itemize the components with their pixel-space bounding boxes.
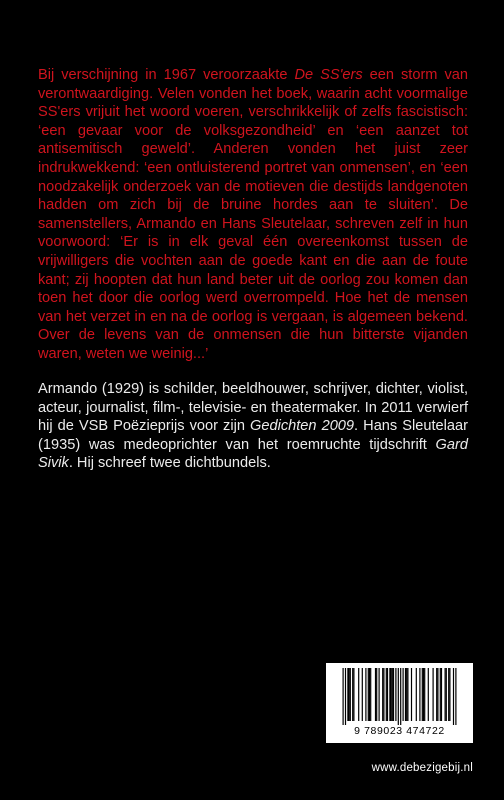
barcode-bar [349,668,350,721]
barcode-bar [368,668,369,721]
barcode-bar [405,668,406,721]
barcode-bar [393,668,394,721]
barcode-bar [376,668,377,721]
barcode-bar [422,668,423,721]
barcode-bar [379,668,380,721]
bio-part-3: . Hij schreef twee dichtbundels. [68,455,271,472]
barcode-bar [347,668,348,721]
barcode-bar [411,668,412,721]
barcode-bar [406,668,407,721]
barcode-bar [383,668,384,721]
barcode-bar [440,668,441,721]
barcode-bar [428,668,429,721]
barcode-bar [446,668,447,721]
blurb-text [38,66,468,364]
barcode-bar [395,668,396,721]
barcode-bar [455,668,456,725]
barcode-bar [403,668,404,721]
barcode-bar [391,668,392,721]
barcode-bar [416,668,417,721]
barcode-bar [365,668,366,721]
barcode-bar [436,668,437,721]
barcode-bar [362,668,363,721]
barcode-bar [369,668,370,721]
barcode-bar [358,668,359,721]
barcode-bar [453,668,454,725]
barcode-bar [407,668,408,721]
barcode [326,663,473,743]
barcode-bar [423,668,424,721]
blurb-part-2: een storm van verontwaardiging. Velen vonden het boek, waarin acht voormalige SS'ers vrijuit het woord voeren, verschrikkelijk of zelfs fascistisch: ‘een gevaar voor de volksgezondheid’ en ‘een aanzet tot antisemitisch geweld’. Anderen vonden het juist zeer indrukwekkend: ‘een ontluisterend portret van onmensen’, en ‘een noodzakelijk onderzoek van de motieven die destijds landgenoten hadden om zich bij de bruine hordes aan te sluiten’. De samenstellers, Armando en Hans Sleutelaar, schreven zelf in hun voorwoord: ‘Er is in elk geval één overeenkomst tussen de vrijwilligers die vochten aan de goede kant en die aan de foute kant; zij hoopten dat hun land beter uit de oorlog zou komen dan toen het door die oorlog werd overrompeld. Hoe het de mensen van het verzet in en na de oorlog is vergaan, is algemeen bekend. Over de levens van de onmensen die hun bitterste vijanden waren, weten we weinig...’ [38,67,468,362]
barcode-bar [386,668,387,721]
blurb-paragraph [38,66,468,364]
barcode-bar [382,668,383,721]
barcode-bar [437,668,438,721]
barcode-bar [387,668,388,721]
bio-paragraph [38,380,468,473]
barcode-bar [424,668,425,721]
barcode-number: 9 789023 474722 [354,725,445,737]
barcode-bars [333,668,466,725]
barcode-bar [370,668,371,721]
barcode-bar [375,668,376,721]
barcode-bar [433,668,434,721]
barcode-bar [389,668,390,721]
barcode-bar [352,668,353,721]
barcode-bar [448,668,449,721]
barcode-bar [419,668,420,721]
barcode-bar [441,668,442,721]
barcode-bar [353,668,354,721]
bio-part-2: . Hans Sleutelaar (1935) was medeoprichter van het roemruchte tijdschrift [38,418,468,453]
barcode-bar [345,668,346,725]
barcode-bar [350,668,351,721]
barcode-bar [445,668,446,721]
barcode-bar [392,668,393,721]
publisher-website: www.debezigebij.nl [371,762,473,774]
barcode-bar [449,668,450,721]
bio-title-gard-sivik: Gard Sivik [38,436,468,472]
bio-title-gedichten: Gedichten 2009 [250,418,355,435]
author-bio [38,380,468,473]
blurb-book-title: De SS'ers [294,67,363,83]
barcode-bar [400,668,401,725]
bio-part-1: Armando (1929) is schilder, beeldhouwer, schrijver, dichter, violist, acteur, journalist, film-, televisie- en theatermaker. In 2011 verwierf hij de VSB Poëzieprijs voor zijn [38,381,468,435]
blurb-part-1: Bij verschijning in 1967 veroorzaakte [38,67,295,83]
barcode-bar [398,668,399,725]
barcode-bar [343,668,344,725]
